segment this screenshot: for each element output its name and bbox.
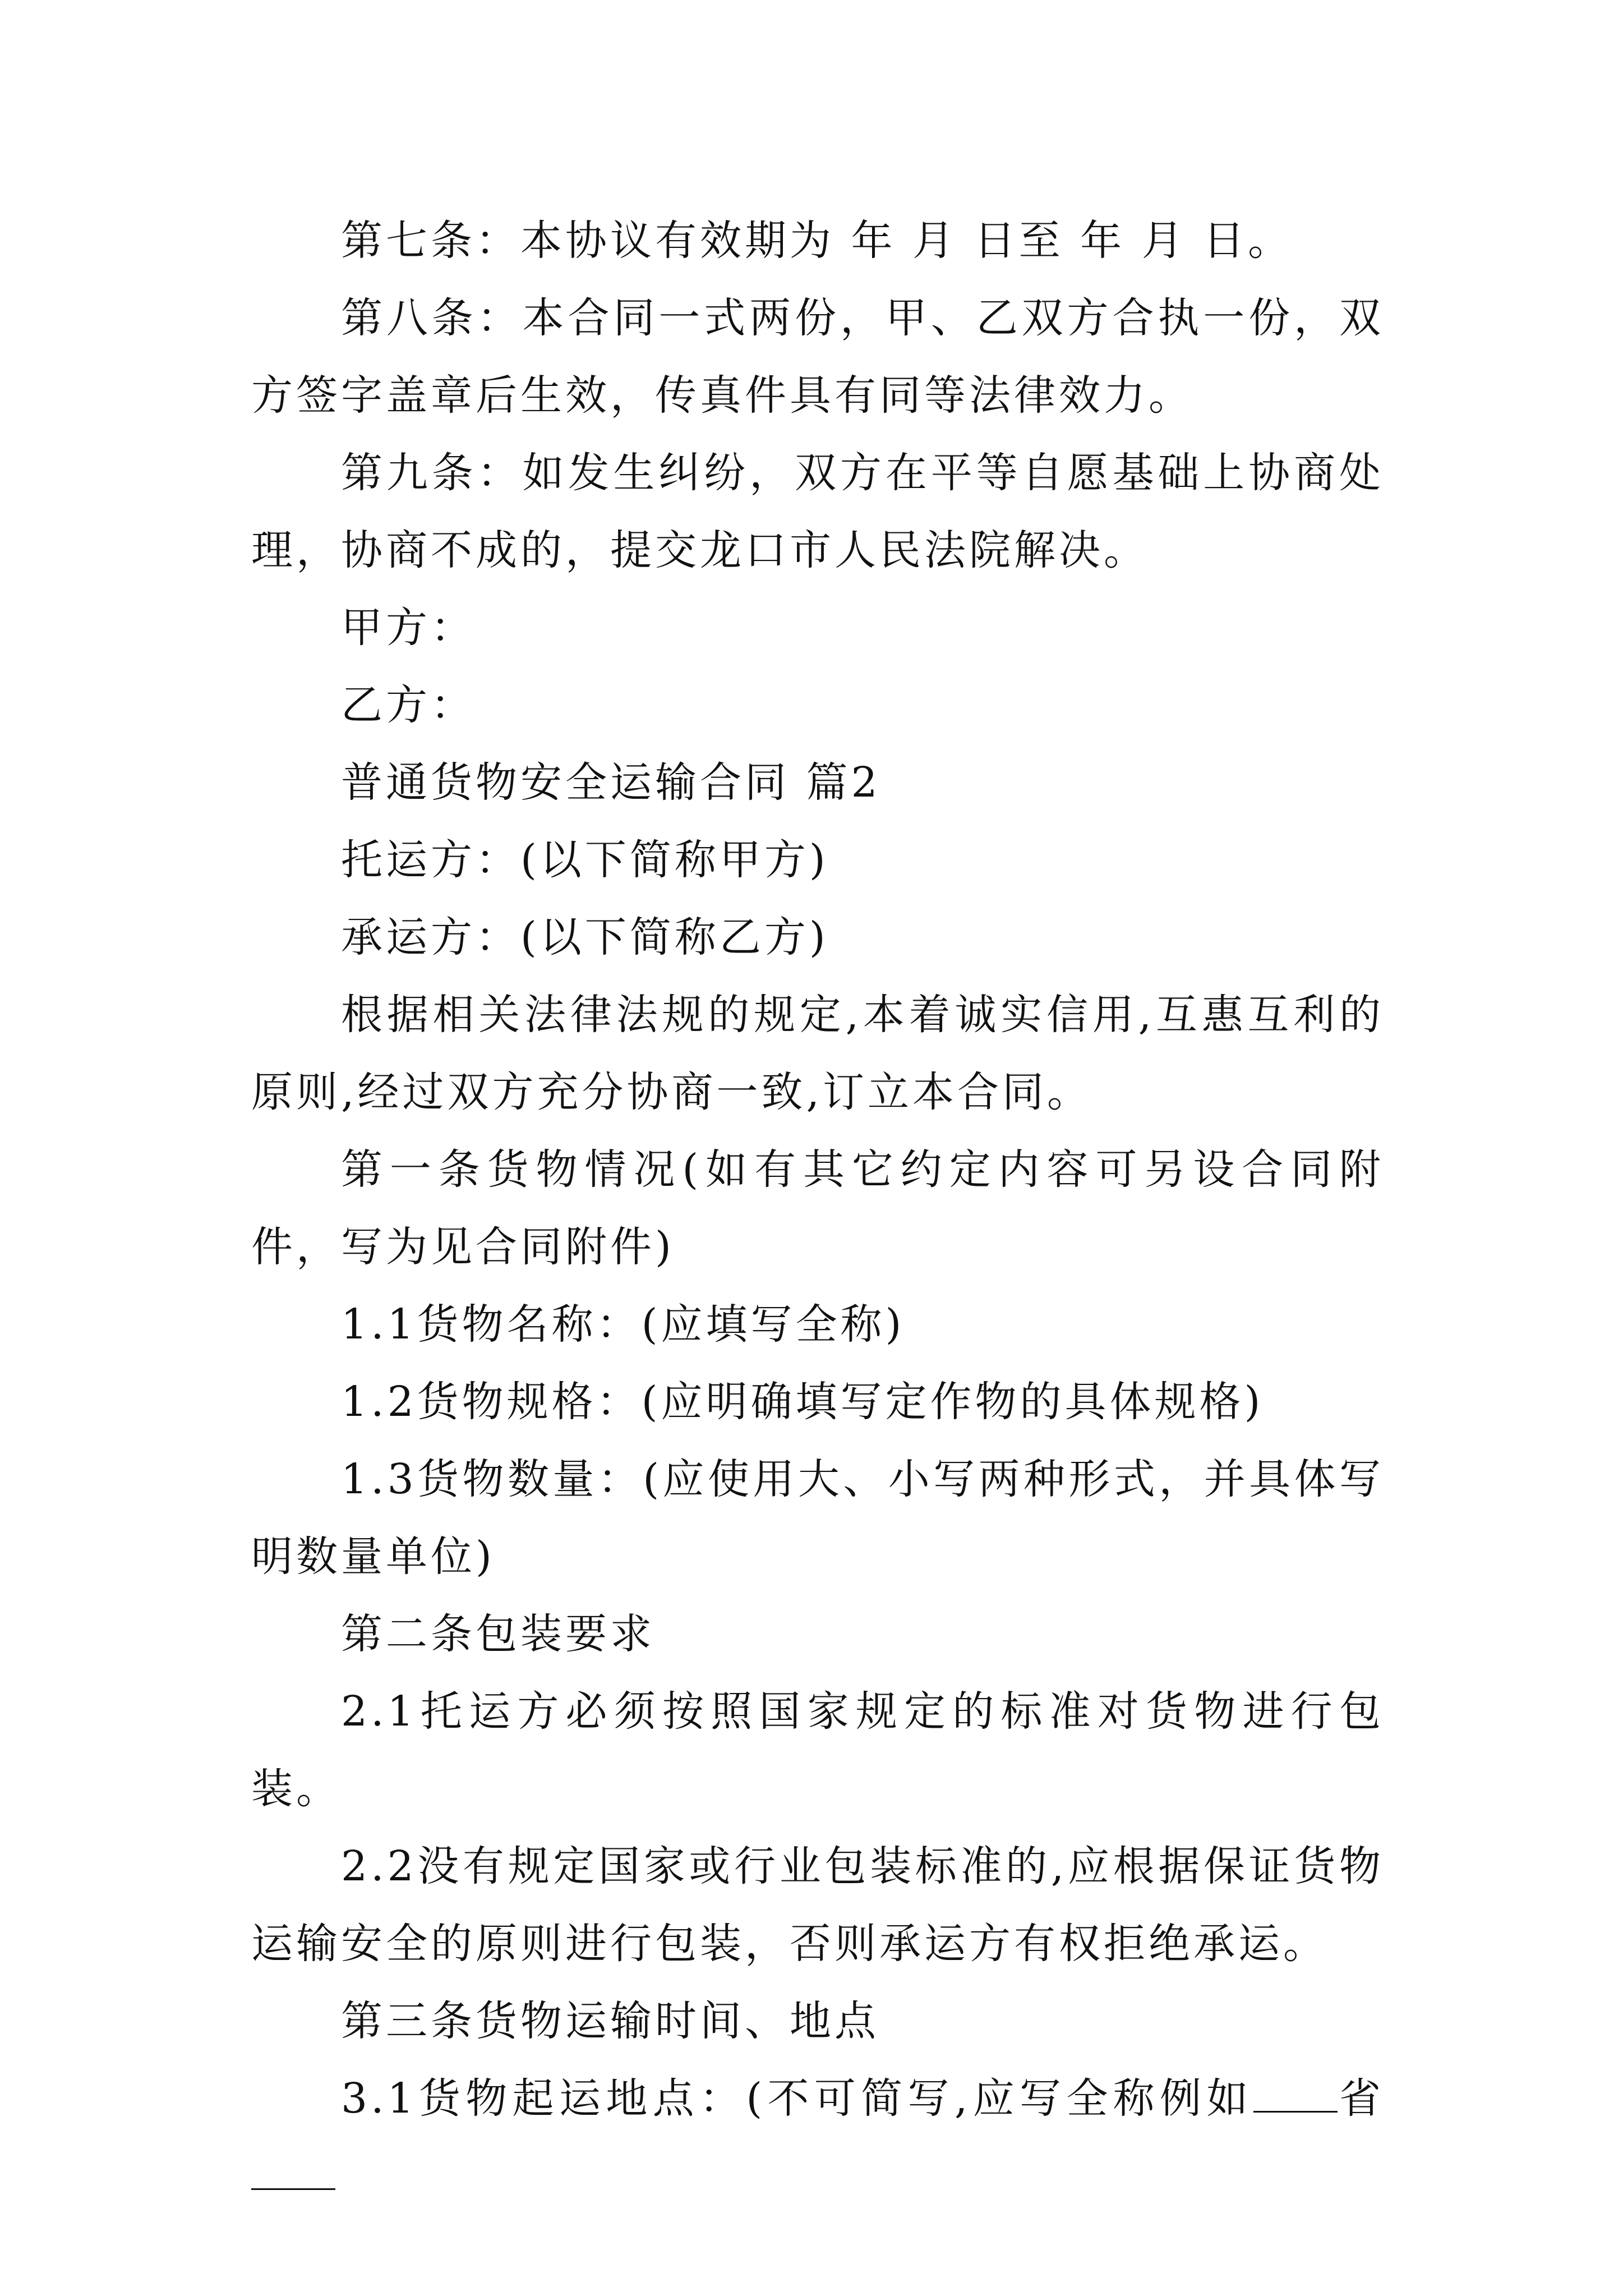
party-a-label: 甲方： bbox=[341, 604, 476, 652]
item-1-1: 1.1货物名称：(应填写全称) bbox=[341, 1300, 905, 1349]
item-3-1-province: 省 bbox=[1337, 2074, 1385, 2123]
item-1-3: 1.3货物数量：(应使用大、小写两种形式，并具体写明数量单位) bbox=[251, 1455, 1384, 1581]
article-2-heading: 第二条包装要求 bbox=[341, 1610, 655, 1658]
clause-7: 第七条：本协议有效期为 年 月 日至 年 月 日。 bbox=[341, 217, 1293, 265]
blank-underline bbox=[1253, 2077, 1338, 2113]
blank-underline bbox=[251, 2155, 335, 2190]
article-1-heading: 第一条货物情况(如有其它约定内容可另设合同附件，写为见合同附件) bbox=[251, 1145, 1384, 1271]
item-3-1-text: 3.1货物起运地点：(不可简写,应写全称例如 bbox=[341, 2074, 1253, 2123]
clause-8: 第八条：本合同一式两份，甲、乙双方合执一份，双方签字盖章后生效，传真件具有同等法律效力。 bbox=[251, 294, 1384, 420]
item-2-2: 2.2没有规定国家或行业包装标准的,应根据保证货物运输安全的原则进行包装，否则承运方有权拒绝承运。 bbox=[251, 1842, 1384, 1968]
party-b-label: 乙方： bbox=[341, 681, 476, 729]
document-body bbox=[251, 202, 1384, 2215]
article-3-heading: 第三条货物运输时间、地点 bbox=[341, 1997, 879, 2045]
item-3-1 bbox=[251, 2060, 1384, 2215]
carrier-line: 承运方：(以下简称乙方) bbox=[341, 913, 829, 961]
item-2-1: 2.1托运方必须按照国家规定的标准对货物进行包装。 bbox=[251, 1687, 1384, 1813]
section-heading: 普通货物安全运输合同 篇2 bbox=[341, 758, 881, 807]
item-1-2: 1.2货物规格：(应明确填写定作物的具体规格) bbox=[341, 1378, 1264, 1426]
consignor-line: 托运方：(以下简称甲方) bbox=[341, 836, 829, 884]
preamble: 根据相关法律法规的规定,本着诚实信用,互惠互利的原则,经过双方充分协商一致,订立本合同。 bbox=[251, 991, 1384, 1116]
clause-9: 第九条：如发生纠纷，双方在平等自愿基础上协商处理，协商不成的，提交龙口市人民法院解决。 bbox=[251, 449, 1384, 574]
